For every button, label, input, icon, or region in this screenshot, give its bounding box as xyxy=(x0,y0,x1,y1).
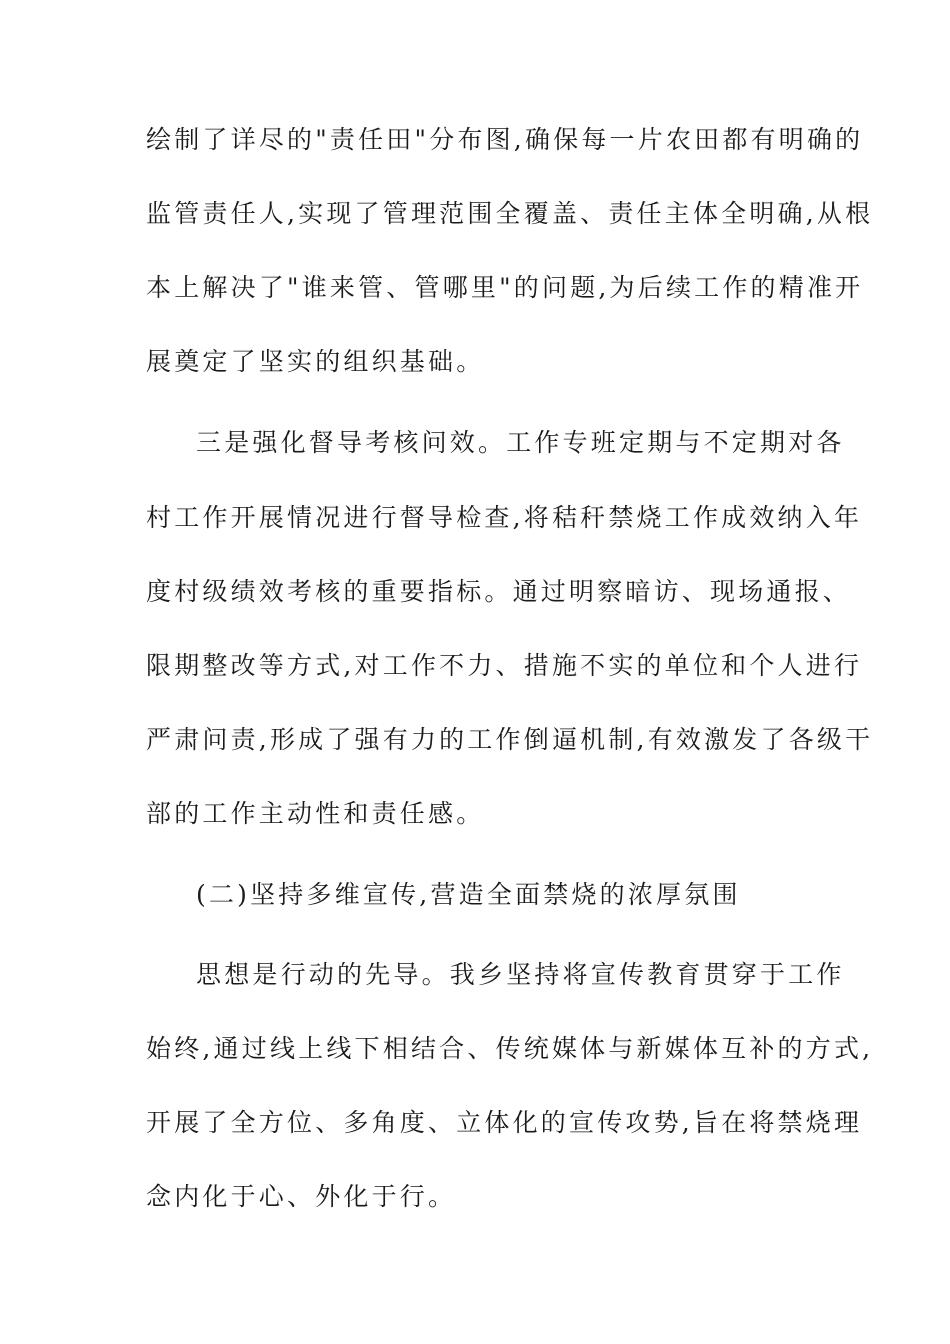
paragraph-1-line-2: 监管责任人,实现了管理范围全覆盖、责任主体全明确,从根 xyxy=(146,199,874,228)
paragraph-3-line-2: 始终,通过线上线下相结合、传统媒体与新媒体互补的方式, xyxy=(146,1034,874,1063)
paragraph-2-line-2: 村工作开展情况进行督导检查,将秸秆禁烧工作成效纳入年 xyxy=(146,503,863,532)
paragraph-2-line-6: 部的工作主动性和责任感。 xyxy=(146,799,485,828)
paragraph-1-line-3: 本上解决了"谁来管、管哪里"的问题,为后续工作的精准开 xyxy=(146,273,864,302)
paragraph-3-line-3: 开展了全方位、多角度、立体化的宣传攻势,旨在将禁烧理 xyxy=(146,1108,863,1137)
paragraph-1-line-4: 展奠定了坚实的组织基础。 xyxy=(146,347,485,376)
paragraph-3-line-1: 思想是行动的先导。我乡坚持将宣传教育贯穿于工作 xyxy=(196,960,845,989)
section-heading: (二)坚持多维宣传,营造全面禁烧的浓厚氛围 xyxy=(196,880,741,909)
paragraph-1-line-1: 绘制了详尽的"责任田"分布图,确保每一片农田都有明确的 xyxy=(146,125,864,154)
paragraph-2-line-3: 度村级绩效考核的重要指标。通过明察暗访、现场通报、 xyxy=(146,577,852,606)
paragraph-2-line-4: 限期整改等方式,对工作不力、措施不实的单位和个人进行 xyxy=(146,651,863,680)
paragraph-2-line-1: 三是强化督导考核问效。工作专班定期与不定期对各 xyxy=(196,428,845,457)
paragraph-2-line-5: 严肃问责,形成了强有力的工作倒逼机制,有效激发了各级干 xyxy=(146,725,874,754)
paragraph-3-line-4: 念内化于心、外化于行。 xyxy=(146,1182,457,1211)
